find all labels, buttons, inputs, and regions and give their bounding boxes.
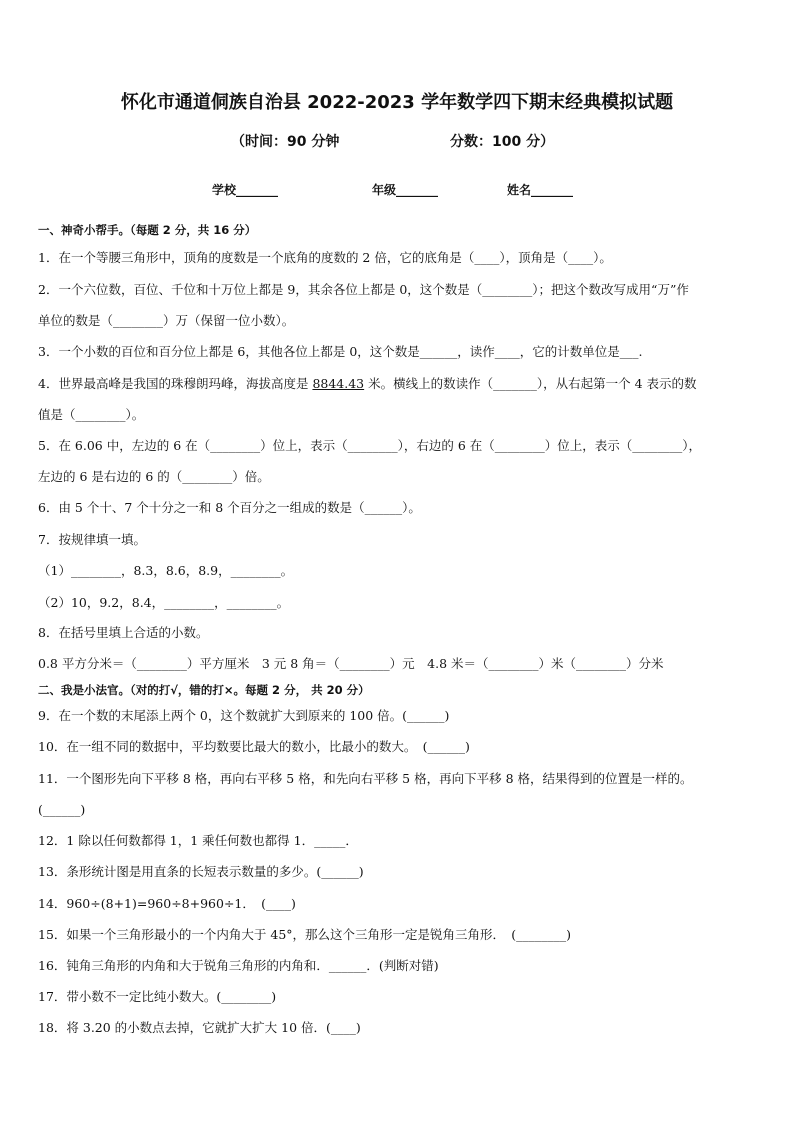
section-heading-2: 二、我是小法官。（对的打√，错的打×。每题 2 分， 共 20 分） — [38, 683, 370, 697]
question-5-line-2: 左边的 6 是右边的 6 的（________）倍。 — [38, 469, 270, 484]
question-18: 18．将 3.20 的小数点去掉，它就扩大扩大 10 倍．(____) — [38, 1020, 361, 1035]
question-14: 14．960÷(8+1)=960÷8+960÷1． (____) — [38, 896, 296, 911]
question-1: 1．在一个等腰三角形中，顶角的度数是一个底角的度数的 2 倍，它的底角是（____），顶角是（____）。 — [38, 250, 612, 265]
question-9: 9．在一个数的末尾添上两个 0，这个数就扩大到原来的 100 倍。(______) — [38, 708, 450, 723]
school-field: 学校_______ — [212, 183, 279, 197]
question-17: 17．带小数不一定比纯小数大。(________) — [38, 989, 277, 1004]
question-2-line-1: 2．一个六位数，百位、千位和十万位上都是 9，其余各位上都是 0，这个数是（________）；把这个数改写成用“万”作 — [38, 282, 689, 297]
name-field: 姓名_______ — [507, 183, 574, 197]
question-13: 13．条形统计图是用直条的长短表示数量的多少。(______) — [38, 864, 364, 879]
question-8-blanks: 0.8 平方分米＝（________）平方厘米 3 元 8 角＝（________）元 4.8 米＝（________）米（________）分米 — [38, 656, 664, 671]
question-4-text-pre: 4．世界最高峰是我国的珠穆朗玛峰，海拔高度是 — [38, 376, 313, 391]
question-4-height-number: 8844.43 — [312, 376, 365, 391]
question-12: 12．1 除以任何数都得 1，1 乘任何数也都得 1．_____． — [38, 833, 358, 848]
question-7: 7．按规律填一填。 — [38, 532, 146, 547]
page-title: 怀化市通道侗族自治县 2022-2023 学年数学四下期末经典模拟试题 — [120, 92, 674, 113]
question-11-line-1: 11．一个图形先向下平移 8 格，再向右平移 5 格，和先向右平移 5 格，再向下平移 8 格，结果得到的位置是一样的。 — [38, 771, 693, 786]
question-5-line-1: 5．在 6.06 中，左边的 6 在（________）位上，表示（________），右边的 6 在（________）位上，表示（________）， — [38, 438, 702, 453]
question-4-text-post: 米。横线上的数读作（_______），从右起第一个 4 表示的数 — [364, 376, 697, 391]
question-15: 15．如果一个三角形最小的一个内角大于 45°，那么这个三角形一定是锐角三角形． (________) — [38, 927, 572, 942]
exam-score: 分数：100 分） — [450, 134, 555, 150]
question-4-line-1 — [38, 376, 758, 392]
question-2-line-2: 单位的数是（________）万（保留一位小数）。 — [38, 313, 295, 328]
section-heading-1: 一、神奇小帮手。（每题 2 分，共 16 分） — [38, 223, 257, 237]
question-6: 6．由 5 个十、7 个十分之一和 8 个百分之一组成的数是（______）。 — [38, 500, 421, 515]
question-11-line-2: (______) — [38, 802, 86, 817]
question-16: 16．钝角三角形的内角和大于锐角三角形的内角和．______．(判断对错) — [38, 958, 439, 973]
question-8: 8．在括号里填上合适的小数。 — [38, 625, 209, 640]
question-10: 10．在一组不同的数据中，平均数要比最大的数小，比最小的数大。 (______) — [38, 739, 470, 754]
question-4-line-2: 值是（________）。 — [38, 407, 145, 422]
exam-time: （时间：90 分钟 — [231, 134, 340, 150]
grade-field: 年级_______ — [372, 183, 439, 197]
question-7-part-2: （2）10，9.2，8.4，________，________。 — [38, 595, 290, 610]
question-3: 3．一个小数的百位和百分位上都是 6，其他各位上都是 0，这个数是______，读作____，它的计数单位是___. — [38, 344, 643, 359]
question-7-part-1: （1）________，8.3，8.6，8.9，________。 — [38, 563, 294, 578]
